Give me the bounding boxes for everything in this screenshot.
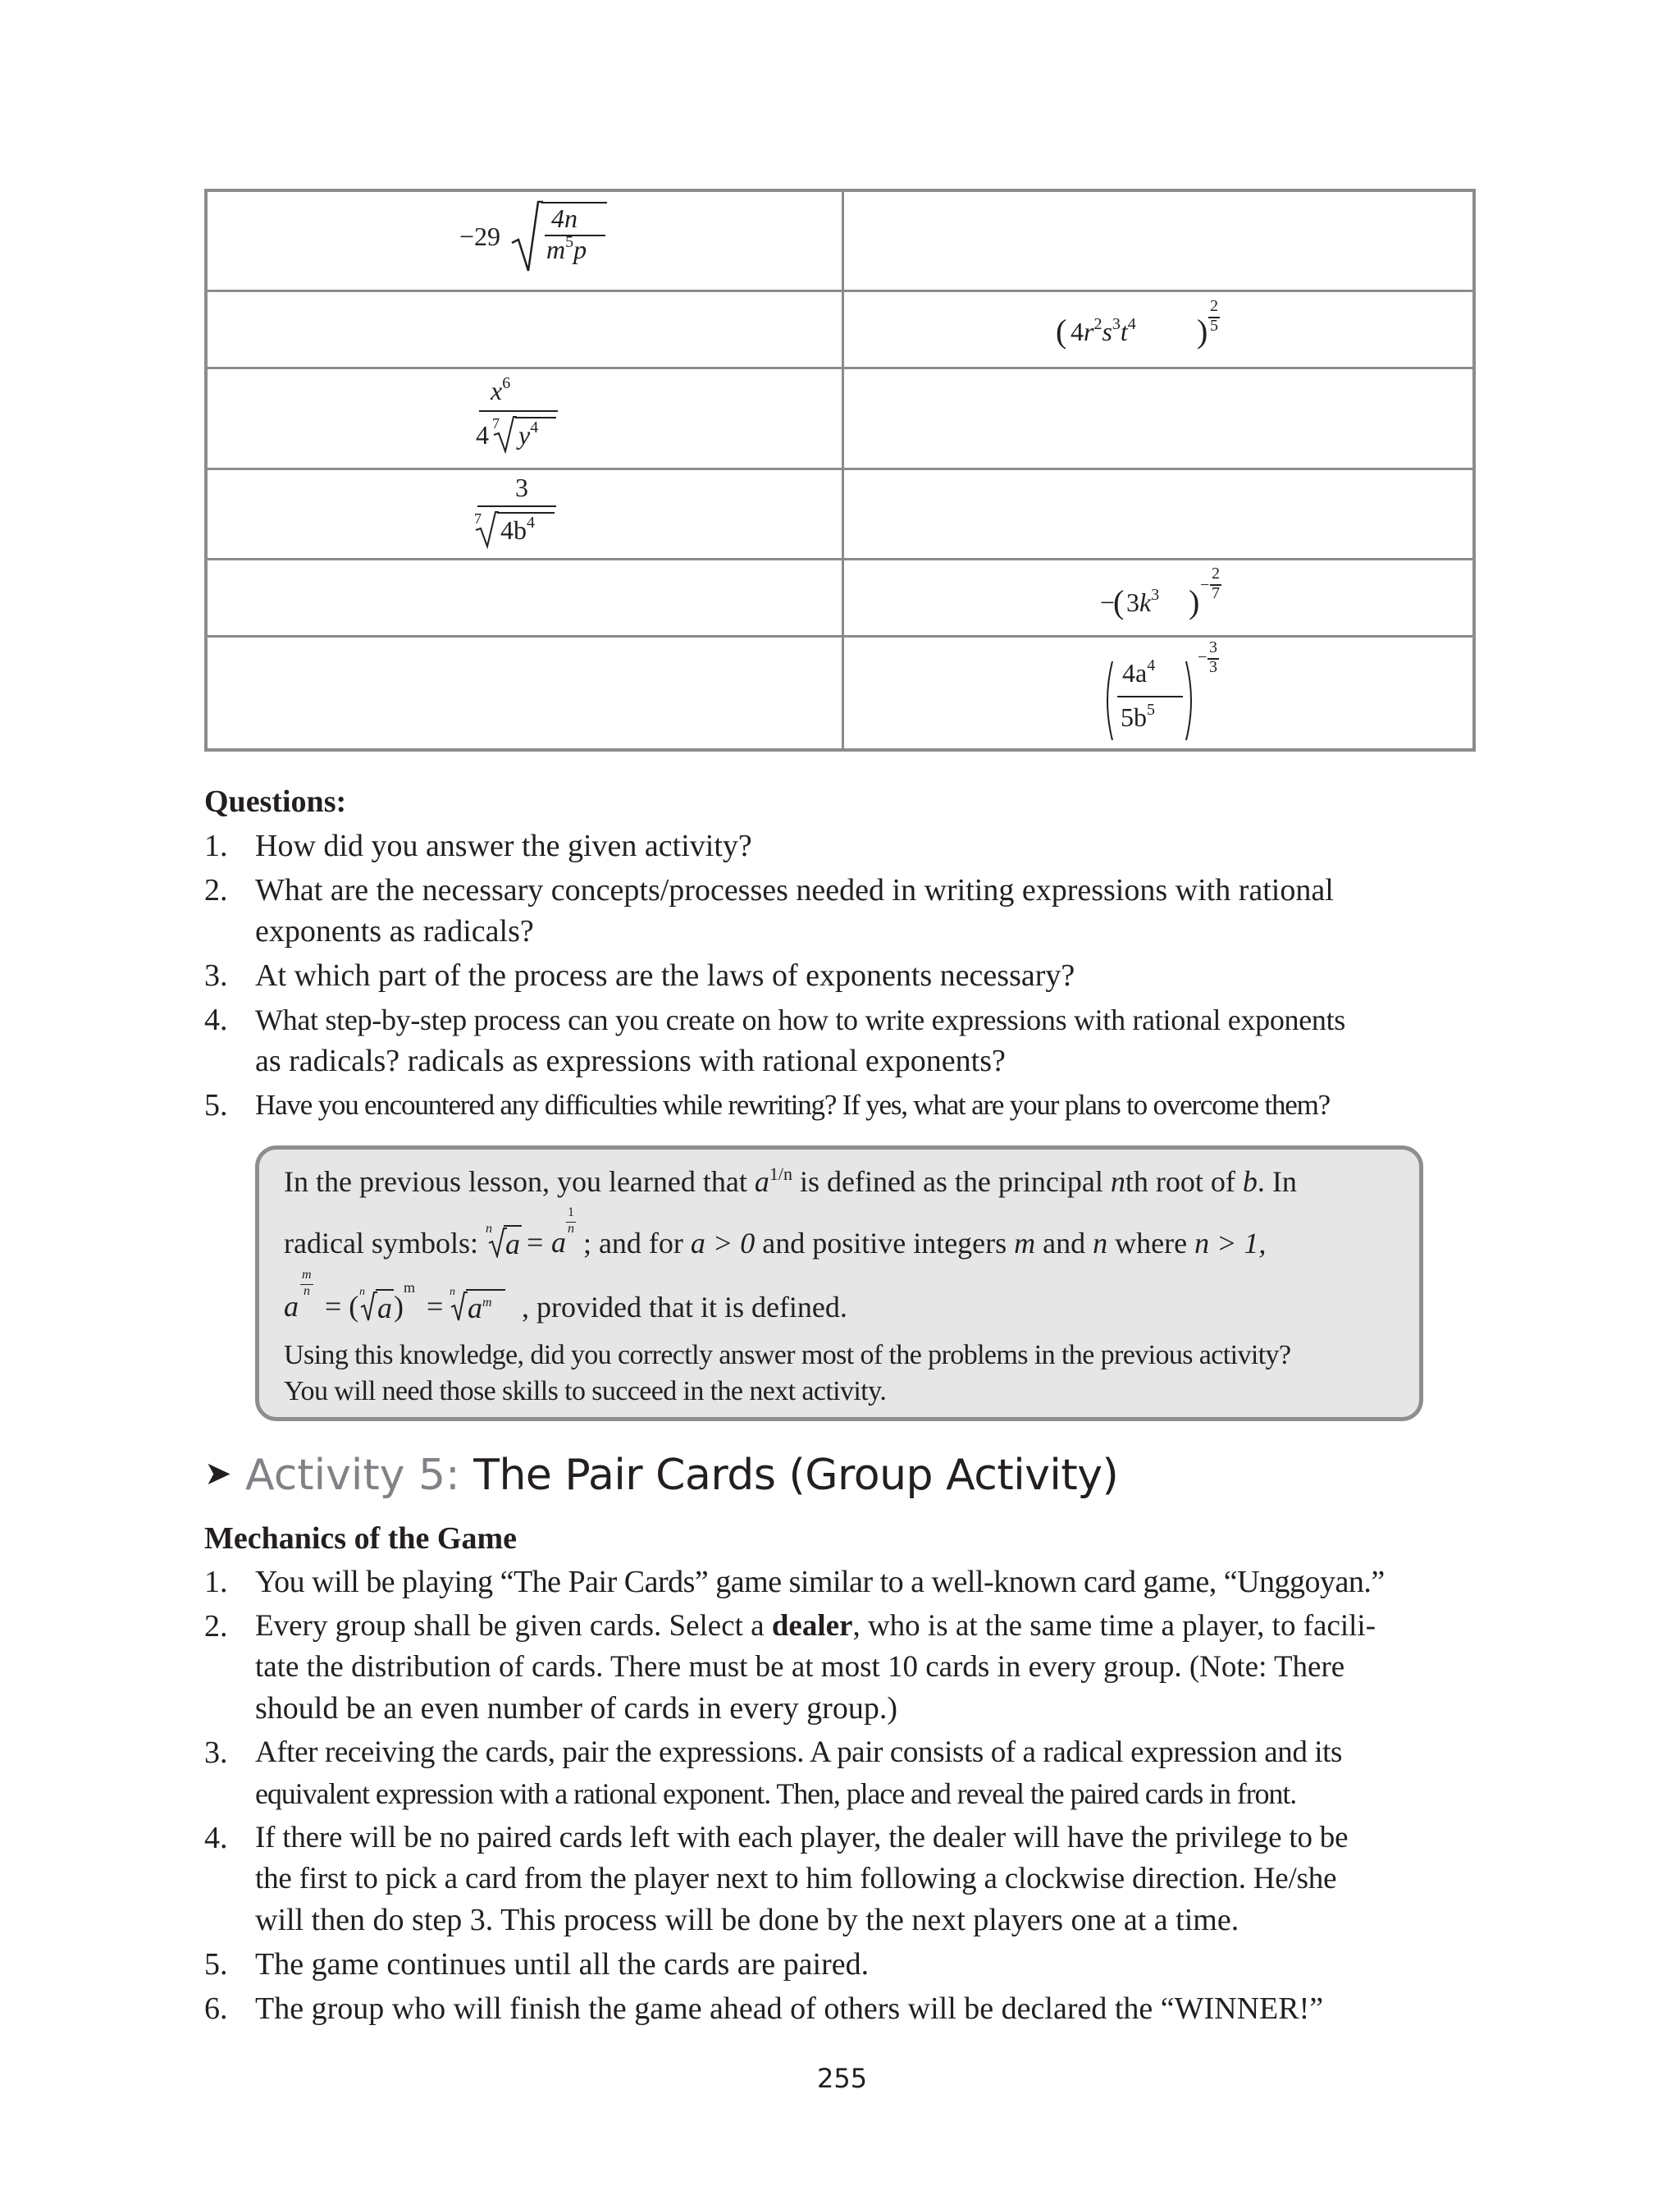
note-line-2 — [284, 1205, 1267, 1260]
radical-index: 7 — [492, 415, 500, 432]
item-text: should be an even number of cards in every group.) — [255, 1691, 897, 1726]
table-row-divider — [208, 635, 1472, 638]
note-condition: n > 1, — [1194, 1227, 1267, 1260]
questions-heading: Questions: — [204, 784, 347, 819]
item-text: What step-by-step process can you create on how to write expressions with rational exponents — [255, 1004, 1346, 1036]
item-text: exponents as radicals? — [255, 914, 534, 949]
exponent-sign: − — [1200, 576, 1210, 594]
item-text: will then do step 3. This process will be done by the next players one at a time. — [255, 1903, 1239, 1937]
arrow-icon: ➤ — [204, 1455, 232, 1493]
bold-term: dealer — [771, 1609, 853, 1643]
item-number: 4. — [204, 1821, 228, 1855]
item-text: tate the distribution of cards. There must be at most 10 cards in every group. (Note: There — [255, 1650, 1345, 1684]
radical-sign — [359, 1289, 377, 1322]
note-text: and — [1035, 1227, 1093, 1260]
note-exponent: 1/n — [769, 1164, 792, 1184]
table-column-divider — [842, 192, 844, 748]
item-text: After receiving the cards, pair the expressions. A pair consists of a radical expression and its — [255, 1735, 1343, 1769]
open-paren — [1102, 660, 1114, 742]
item-text: The game continues until all the cards are paired. — [255, 1947, 870, 1982]
open-paren: ( — [1113, 583, 1125, 620]
fraction-bar — [1117, 696, 1183, 697]
radicand: 4b — [500, 515, 527, 545]
item-text: Every group shall be given cards. Select a — [255, 1609, 772, 1643]
note-line-5: You will need those skills to succeed in the next activity. — [284, 1376, 887, 1406]
radical-identity: n a = a 1 n — [485, 1205, 574, 1260]
denominator-exponent: 5 — [1147, 701, 1155, 719]
table-row-divider — [208, 558, 1472, 560]
exp-r: 2 — [1093, 315, 1102, 333]
radicand-exponent: 4 — [527, 514, 535, 532]
note-var: m — [1014, 1227, 1036, 1260]
item-number: 5. — [204, 1088, 228, 1122]
numerator: 4a — [1122, 658, 1148, 688]
coefficient: 3 — [1126, 588, 1139, 617]
note-text: , provided that it is defined. — [522, 1291, 847, 1324]
coefficient: 4 — [1071, 317, 1084, 346]
note-text: ; and for — [575, 1227, 691, 1260]
denominator: 5b — [1121, 702, 1147, 732]
table-row-divider — [208, 367, 1472, 369]
radical-sign — [492, 414, 517, 455]
numerator-exponent: 4 — [1147, 656, 1156, 674]
numerator: 3 — [515, 473, 528, 502]
item-number: 1. — [204, 829, 228, 863]
note-box — [255, 1145, 1423, 1421]
item-number: 4. — [204, 1003, 228, 1037]
item-text: How did you answer the given activity? — [255, 829, 752, 863]
denominator-coefficient: 4 — [476, 420, 489, 450]
item-number: 6. — [204, 1991, 228, 2026]
rational-exponent-identity: a m n = ( n a ) m = n $a^m$ — [284, 1289, 522, 1322]
denominator-exponent: 5 — [565, 233, 574, 251]
note-condition: a > 0 — [690, 1227, 756, 1260]
note-text: . In — [1257, 1165, 1297, 1198]
item-text: What are the necessary concepts/processes needed in writing expressions with rational — [255, 873, 1334, 908]
note-var: b — [1242, 1165, 1258, 1198]
exp-s: 3 — [1112, 315, 1121, 333]
exponent-sign: − — [1198, 648, 1208, 666]
radicand-exponent: 4 — [530, 418, 539, 437]
item-text: as radicals? radicals as expressions with rational exponents? — [255, 1044, 1006, 1078]
note-text: th root of — [1125, 1165, 1243, 1198]
var-s: s — [1102, 317, 1112, 346]
item-number: 1. — [204, 1565, 228, 1599]
numerator-exponent: 6 — [502, 374, 511, 392]
exponent-denominator: 7 — [1212, 584, 1220, 602]
close-paren: ) — [1189, 583, 1200, 620]
item-number: 3. — [204, 1735, 228, 1770]
note-var: n — [1093, 1227, 1108, 1260]
fraction-bar — [479, 410, 558, 412]
item-text: the first to pick a card from the player next to him following a clockwise direction. He/she — [255, 1862, 1337, 1895]
expression-radical-2 — [476, 368, 574, 466]
exponent-numerator: 2 — [1210, 297, 1218, 315]
note-text: In the previous lesson, you learned that — [284, 1165, 755, 1198]
item-number: 2. — [204, 1609, 228, 1644]
exponent-denominator: 3 — [1209, 658, 1217, 676]
negative-sign: − — [1100, 588, 1116, 617]
close-paren: ) — [1197, 313, 1208, 350]
var-k: k — [1139, 588, 1152, 617]
exp-t: 4 — [1127, 315, 1136, 333]
item-text: , who is at the same time a player, to facili- — [852, 1609, 1376, 1643]
var-r: r — [1084, 317, 1094, 346]
table-row-divider — [208, 290, 1472, 292]
numerator: 4n — [551, 203, 578, 233]
note-line-1 — [284, 1164, 1297, 1199]
var-t: t — [1120, 317, 1128, 346]
mechanics-heading: Mechanics of the Game — [204, 1521, 517, 1556]
expression-table — [204, 189, 1476, 752]
expression-rational-1 — [1056, 297, 1244, 354]
radical-sign — [510, 197, 543, 279]
expression-rational-3 — [1102, 638, 1234, 745]
item-text: equivalent expression with a rational exponent. Then, place and reveal the paired cards in front. — [255, 1777, 1297, 1810]
note-text: and positive integers — [755, 1227, 1015, 1260]
expression-rational-2 — [1100, 565, 1231, 630]
table-row-divider — [208, 468, 1472, 470]
page-number: 255 — [817, 2063, 868, 2094]
exponent-numerator: 3 — [1209, 638, 1217, 656]
note-text: is defined as the principal — [792, 1165, 1111, 1198]
denominator-var: p — [573, 235, 587, 264]
expression-radical-1 — [459, 197, 623, 279]
item-number: 3. — [204, 958, 228, 993]
note-line-4: Using this knowledge, did you correctly answer most of the problems in the previous activity? — [284, 1340, 1291, 1370]
activity-title: The Pair Cards (Group Activity) — [473, 1451, 1119, 1500]
exp-k: 3 — [1151, 586, 1160, 604]
expression-radical-3 — [472, 469, 571, 560]
item-text: The group who will finish the game ahead of others will be declared the “WINNER!” — [255, 1991, 1324, 2026]
item-text: Have you encountered any difficulties while rewriting? If yes, what are your plans to overcome them? — [255, 1089, 1330, 1121]
exponent-denominator: 5 — [1210, 317, 1218, 335]
denominator-base: m — [546, 235, 566, 264]
note-var: a — [754, 1165, 769, 1198]
radicand-base: y — [518, 420, 531, 450]
coefficient: −29 — [459, 222, 501, 251]
note-line-3 — [284, 1268, 847, 1324]
item-text: You will be playing “The Pair Cards” game similar to a well-known card game, “Unggoyan.” — [255, 1565, 1385, 1599]
close-paren — [1185, 660, 1196, 742]
radical-index: 7 — [474, 510, 482, 527]
item-text: At which part of the process are the laws of exponents necessary? — [255, 958, 1075, 993]
note-text: radical symbols: — [284, 1227, 486, 1260]
item-number: 5. — [204, 1947, 228, 1982]
fraction-bar — [477, 505, 556, 507]
activity-label: Activity 5: — [245, 1451, 460, 1500]
activity-heading — [204, 1451, 1118, 1500]
item-text: If there will be no paired cards left with each player, the dealer will have the privilege to be — [255, 1821, 1349, 1854]
open-paren: ( — [1056, 313, 1067, 350]
note-text: where — [1107, 1227, 1195, 1260]
radical-sign — [450, 1289, 468, 1322]
numerator-base: x — [491, 376, 503, 405]
radical-sign — [474, 509, 499, 550]
item-number: 2. — [204, 873, 228, 908]
note-var: n — [1110, 1165, 1125, 1198]
radical-vinculum — [497, 512, 555, 514]
exponent-numerator: 2 — [1212, 565, 1220, 583]
